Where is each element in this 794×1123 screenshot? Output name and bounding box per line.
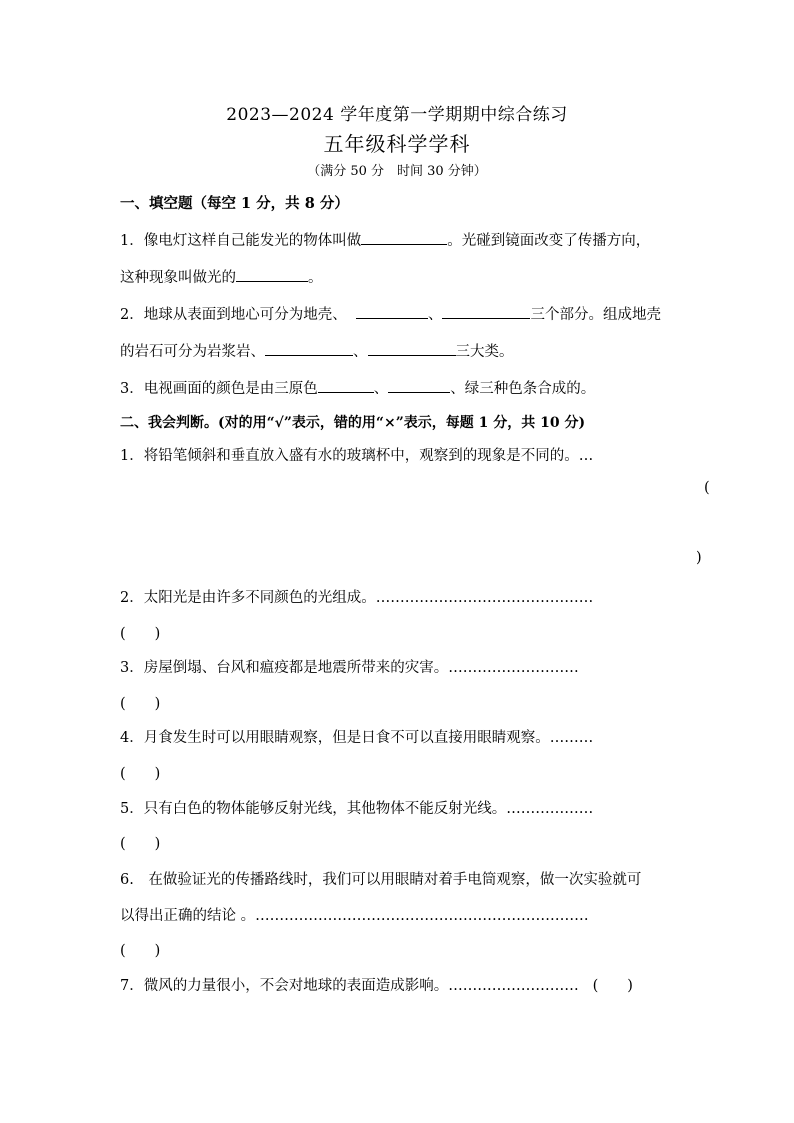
q3-sep: 、 bbox=[373, 381, 389, 397]
q4-answer-parens[interactable]: ( ) bbox=[120, 766, 161, 782]
q3-blank-2[interactable] bbox=[388, 376, 450, 393]
q5-answer-parens[interactable]: ( ) bbox=[120, 836, 161, 852]
judge-question-5: 5．只有白色的物体能够反射光线，其他物体不能反射光线。……………… bbox=[120, 801, 594, 817]
q2-blank-4[interactable] bbox=[368, 339, 456, 356]
judge-question-7 bbox=[120, 974, 633, 995]
q1-text-c: 这种现象叫做光的 bbox=[120, 270, 236, 286]
q3-text-b: 、绿三种色条合成的。 bbox=[450, 381, 596, 397]
q6-answer-parens[interactable]: ( ) bbox=[120, 943, 161, 959]
q2-answer-parens[interactable]: ( ) bbox=[120, 626, 161, 642]
q1-text-b: 。光碰到镜面改变了传播方向， bbox=[447, 233, 651, 249]
q2-blank-3[interactable] bbox=[265, 339, 353, 356]
fill-question-2-line1 bbox=[120, 302, 661, 324]
q3-blank-1[interactable] bbox=[318, 376, 374, 393]
q1-text-d: 。 bbox=[308, 270, 323, 286]
q2-blank-2[interactable] bbox=[442, 302, 530, 319]
judge-question-3: 3．房屋倒塌、台风和瘟疫都是地震所带来的灾害。……………………… bbox=[120, 660, 579, 676]
q2-sep-1: 、 bbox=[427, 307, 443, 323]
q1-answer-close-paren[interactable]: ) bbox=[696, 550, 702, 566]
judge-question-1: 1．将铅笔倾斜和垂直放入盛有水的玻璃杯中，观察到的现象是不同的。… bbox=[120, 448, 594, 464]
q2-text-d: 三大类。 bbox=[455, 344, 514, 360]
q1-answer-open-paren[interactable]: ( bbox=[704, 480, 710, 496]
fill-question-2-line2 bbox=[120, 339, 514, 361]
q2-blank-1[interactable] bbox=[356, 302, 428, 319]
exam-info: （满分 50 分 时间 30 分钟） bbox=[307, 164, 487, 179]
exam-title: 2023—2024 学年度第一学期期中综合练习 bbox=[226, 105, 568, 125]
q1-blank-2[interactable] bbox=[236, 265, 308, 282]
judge-question-2: 2．太阳光是由许多不同颜色的光组成。……………………………………… bbox=[120, 590, 594, 606]
q2-sep-2: 、 bbox=[353, 344, 368, 360]
q1-text-a: 1．像电灯这样自己能发光的物体叫做 bbox=[120, 233, 362, 249]
judge-question-6-line1: 6. 在做验证光的传播路线时，我们可以用眼睛对着手电筒观察，做一次实验就可 bbox=[120, 872, 642, 888]
fill-question-1-line2 bbox=[120, 265, 323, 287]
section2-heading: 二、我会判断。(对的用“√”表示，错的用“×”表示，每题 1 分，共 10 分) bbox=[120, 415, 586, 431]
q1-blank-1[interactable] bbox=[361, 228, 447, 245]
q3-answer-parens[interactable]: ( ) bbox=[120, 696, 161, 712]
q7-text: 7．微风的力量很小，不会对地球的表面造成影响。……………………… bbox=[120, 978, 579, 994]
judge-question-6-line2: 以得出正确的结论 。…………………………………………………………… bbox=[120, 908, 589, 924]
fill-question-1-line1 bbox=[120, 228, 650, 250]
q2-text-a: 2．地球从表面到地心可分为地壳、 bbox=[120, 307, 347, 323]
judge-question-4: 4．月食发生时可以用眼睛观察，但是日食不可以直接用眼睛观察。……… bbox=[120, 730, 594, 746]
section1-heading: 一、填空题（每空 1 分，共 8 分） bbox=[120, 195, 349, 212]
q7-answer-parens[interactable]: ( ) bbox=[592, 978, 633, 994]
fill-question-3 bbox=[120, 376, 595, 398]
q2-text-c: 的岩石可分为岩浆岩、 bbox=[120, 344, 265, 360]
q3-text-a: 3．电视画面的颜色是由三原色 bbox=[120, 381, 318, 397]
q2-text-b: 三个部分。组成地壳 bbox=[530, 307, 661, 323]
subject-title: 五年级科学学科 bbox=[323, 132, 471, 156]
